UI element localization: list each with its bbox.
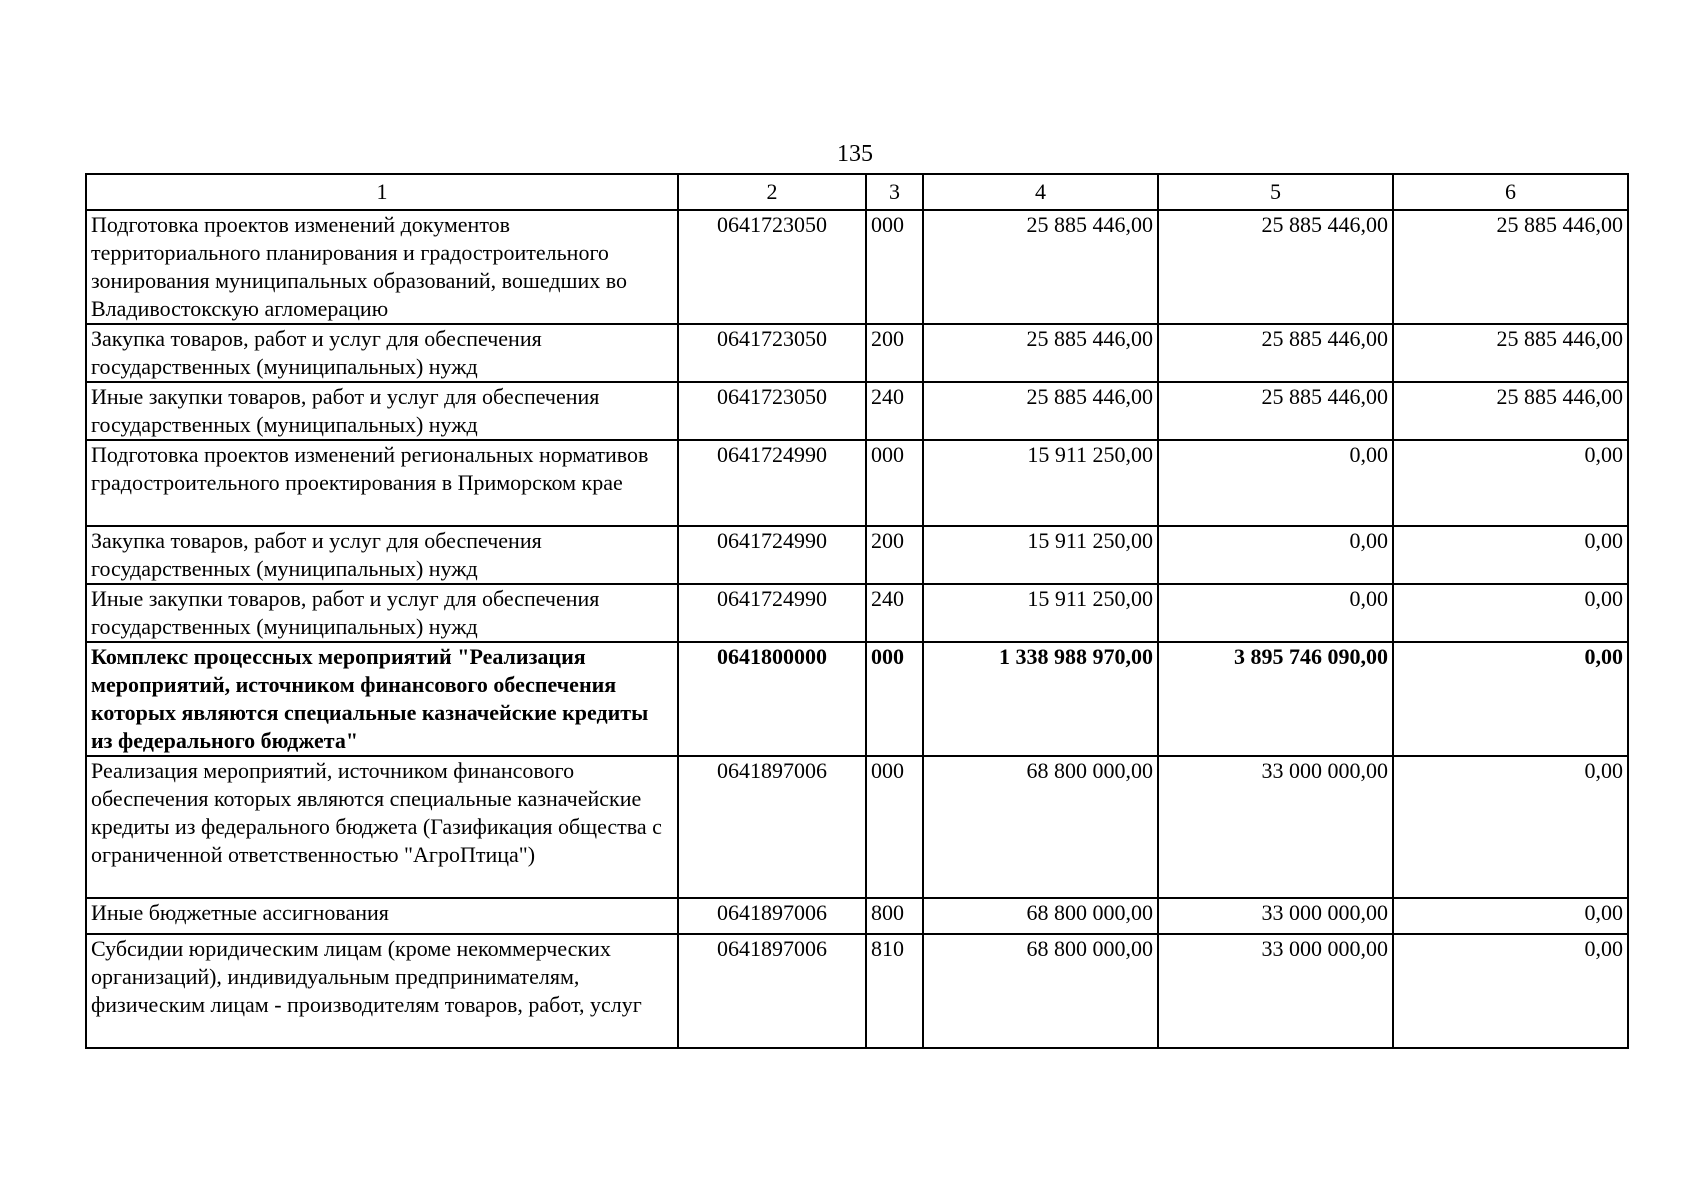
target-code: 0641724990 — [678, 440, 866, 526]
expense-type: 800 — [866, 898, 923, 934]
amount-col-6: 0,00 — [1393, 898, 1628, 934]
amount-col-5: 33 000 000,00 — [1158, 756, 1393, 898]
header-cell: 5 — [1158, 174, 1393, 210]
item-name: Иные закупки товаров, работ и услуг для обеспечения государственных (муниципальных) нужд — [86, 382, 678, 440]
target-code: 0641723050 — [678, 324, 866, 382]
amount-col-6: 25 885 446,00 — [1393, 210, 1628, 324]
amount-col-6: 0,00 — [1393, 642, 1628, 756]
header-cell: 6 — [1393, 174, 1628, 210]
table-row — [86, 584, 1628, 642]
target-code: 0641897006 — [678, 756, 866, 898]
expense-type: 200 — [866, 526, 923, 584]
table-row — [86, 756, 1628, 898]
amount-col-4: 25 885 446,00 — [923, 210, 1158, 324]
amount-col-6: 0,00 — [1393, 934, 1628, 1048]
target-code: 0641723050 — [678, 382, 866, 440]
amount-col-5: 33 000 000,00 — [1158, 898, 1393, 934]
amount-col-6: 25 885 446,00 — [1393, 324, 1628, 382]
expense-type: 000 — [866, 756, 923, 898]
amount-col-5: 0,00 — [1158, 584, 1393, 642]
expense-type: 810 — [866, 934, 923, 1048]
target-code: 0641724990 — [678, 526, 866, 584]
table-row — [86, 324, 1628, 382]
expense-type: 240 — [866, 382, 923, 440]
expense-type: 000 — [866, 440, 923, 526]
item-name: Иные закупки товаров, работ и услуг для обеспечения государственных (муниципальных) нужд — [86, 584, 678, 642]
item-name: Подготовка проектов изменений документов территориального планирования и градостроительного зонирования муниципальных образований, вошедших во Владивостокскую агломерацию — [86, 210, 678, 324]
table-row — [86, 382, 1628, 440]
amount-col-4: 1 338 988 970,00 — [923, 642, 1158, 756]
table-row — [86, 440, 1628, 526]
item-name: Комплекс процессных мероприятий "Реализация мероприятий, источником финансового обеспечения которых являются специальные казначейские кредиты из федерального бюджета" — [86, 642, 678, 756]
amount-col-6: 0,00 — [1393, 526, 1628, 584]
header-cell: 2 — [678, 174, 866, 210]
amount-col-4: 68 800 000,00 — [923, 898, 1158, 934]
amount-col-4: 68 800 000,00 — [923, 934, 1158, 1048]
header-cell: 3 — [866, 174, 923, 210]
amount-col-5: 0,00 — [1158, 440, 1393, 526]
amount-col-6: 0,00 — [1393, 584, 1628, 642]
target-code: 0641723050 — [678, 210, 866, 324]
header-cell: 4 — [923, 174, 1158, 210]
expense-type: 240 — [866, 584, 923, 642]
amount-col-4: 15 911 250,00 — [923, 526, 1158, 584]
header-row — [86, 174, 1628, 210]
item-name: Иные бюджетные ассигнования — [86, 898, 678, 934]
table-row — [86, 898, 1628, 934]
page-number: 135 — [837, 141, 873, 167]
amount-col-5: 33 000 000,00 — [1158, 934, 1393, 1048]
amount-col-6: 0,00 — [1393, 440, 1628, 526]
item-name: Субсидии юридическим лицам (кроме некоммерческих организаций), индивидуальным предпринимателям, физическим лицам - производителям товаров, работ, услуг — [86, 934, 678, 1048]
table-row — [86, 526, 1628, 584]
table-row-section — [86, 642, 1628, 756]
amount-col-5: 25 885 446,00 — [1158, 382, 1393, 440]
expense-type: 200 — [866, 324, 923, 382]
item-name: Закупка товаров, работ и услуг для обеспечения государственных (муниципальных) нужд — [86, 324, 678, 382]
target-code: 0641800000 — [678, 642, 866, 756]
amount-col-6: 0,00 — [1393, 756, 1628, 898]
target-code: 0641724990 — [678, 584, 866, 642]
expense-type: 000 — [866, 210, 923, 324]
target-code: 0641897006 — [678, 934, 866, 1048]
item-name: Подготовка проектов изменений региональных нормативов градостроительного проектирования в Приморском крае — [86, 440, 678, 526]
item-name: Закупка товаров, работ и услуг для обеспечения государственных (муниципальных) нужд — [86, 526, 678, 584]
amount-col-5: 0,00 — [1158, 526, 1393, 584]
expense-type: 000 — [866, 642, 923, 756]
item-name: Реализация мероприятий, источником финансового обеспечения которых являются специальные казначейские кредиты из федерального бюджета (Газификация общества с ограниченной ответственностью "АгроПтица") — [86, 756, 678, 898]
amount-col-4: 68 800 000,00 — [923, 756, 1158, 898]
amount-col-4: 25 885 446,00 — [923, 324, 1158, 382]
table-row — [86, 934, 1628, 1048]
header-cell: 1 — [86, 174, 678, 210]
amount-col-5: 25 885 446,00 — [1158, 210, 1393, 324]
table-row — [86, 210, 1628, 324]
amount-col-5: 3 895 746 090,00 — [1158, 642, 1393, 756]
target-code: 0641897006 — [678, 898, 866, 934]
amount-col-4: 15 911 250,00 — [923, 440, 1158, 526]
amount-col-4: 25 885 446,00 — [923, 382, 1158, 440]
amount-col-5: 25 885 446,00 — [1158, 324, 1393, 382]
budget-table — [85, 173, 1629, 1049]
amount-col-4: 15 911 250,00 — [923, 584, 1158, 642]
amount-col-6: 25 885 446,00 — [1393, 382, 1628, 440]
